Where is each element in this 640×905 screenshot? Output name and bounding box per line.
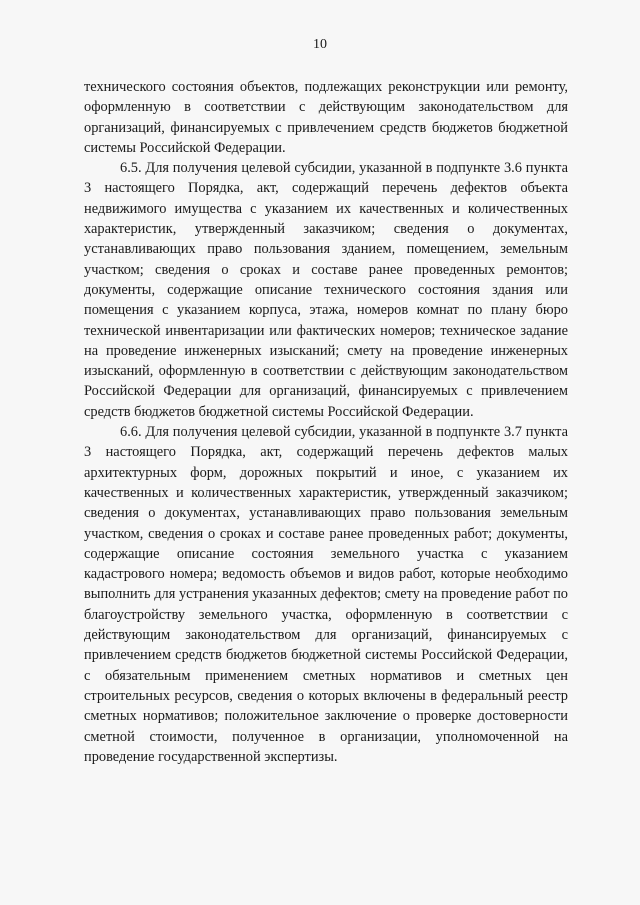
document-body (84, 77, 568, 767)
paragraph-6-5: 6.5. Для получения целевой субсидии, указанной в подпункте 3.6 пункта 3 настоящего Порядка, акт, содержащий перечень дефектов объекта недвижимого имущества с указанием их качественных и количественных характеристик, утвержденный заказчиком; сведения о документах, устанавливающих право пользования зданием, помещением, земельным участком; сведения о сроках и составе ранее проведенных ремонтов; документы, содержащие описание технического состояния здания или помещения с указанием корпуса, этажа, номеров комнат по плану бюро технической инвентаризации или фактических номеров; техническое задание на проведение инженерных изысканий; смету на проведение инженерных изысканий, оформленную в соответствии с действующим законодательством Российской Федерации для организаций, финансируемых с привлечением средств бюджетов бюджетной системы Российской Федерации. (84, 160, 568, 420)
paragraph-continuation: технического состояния объектов, подлежащих реконструкции или ремонту, оформленную в соответствии с действующим законодательством для организаций, финансируемых с привлечением средств бюджетов бюджетной системы Российской Федерации. (84, 79, 568, 156)
page-number: 10 (313, 37, 327, 52)
paragraph-6-6: 6.6. Для получения целевой субсидии, указанной в подпункте 3.7 пункта 3 настоящего Порядка, акт, содержащий перечень дефектов малых архитектурных форм, дорожных покрытий и иное, с указанием их качественных и количественных характеристик, утвержденный заказчиком; сведения о документах, устанавливающих право пользования земельным участком, сведения о сроках и составе ранее проведенных работ; документы, содержащие описание состояния земельного участка с указанием кадастрового номера; ведомость объемов и видов работ, которые необходимо выполнить для устранения указанных дефектов; смету на проведение работ по благоустройству земельного участка, оформленную в соответствии с действующим законодательством для организаций, финансируемых с привлечением средств бюджетов бюджетной системы Российской Федерации, с обязательным применением сметных нормативов и сметных цен строительных ресурсов, сведения о которых включены в федеральный реестр сметных нормативов; положительное заключение о проверке достоверности сметной стоимости, полученное в организации, уполномоченной на проведение государственной экспертизы. (84, 424, 568, 765)
